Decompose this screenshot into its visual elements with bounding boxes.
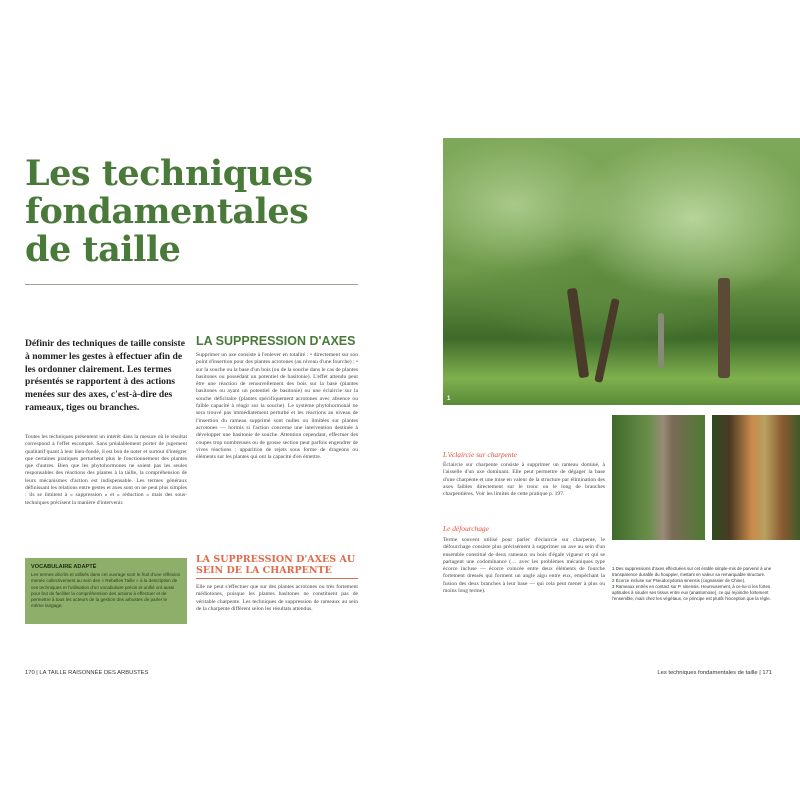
photo-captions bbox=[612, 566, 777, 602]
body-text: Toutes les techniques présentent un intérêt dans la mesure où le résultat correspond à l'effet escompté. Sans préalablement porter de jugement qualitatif quant à leur bien-fondé, il est bon de noter et surtout d'intégrer que certaines pratiques perturbent plus le fonctionnement des plantes que d'autres. Bien que les phytohormones ne soient pas les seules responsables des réactions des plantes à la taille, la compréhension de leurs mécanismes d'action est indispensable. Les termes généraux définissant les relations entre gestes et axes sont on ne peut plus simples : ils se limitent à « suppression » et « réduction » mais des sous-techniques précisent la manière d'intervenir. bbox=[25, 434, 187, 506]
intro-paragraph: Définir des techniques de taille consiste à nommer les gestes à effectuer afin de les ordonner clairement. Les termes présentés se rapportent à des actions menées sur des axes, c'est-à-dire des rameaux, tiges ou branches. bbox=[25, 338, 185, 413]
defourchage-body-text: Terme souvent utilisé pour parler d'éclaircie sur charpente, le défourchage consiste plus précisément à supprimer un axe au sein d'un ensemble constitué de deux rameaux ou bois d'égale vigueur et qui se partagent une codominance (… avec les problèmes mécaniques type écorce incluse — écorce coincée entre deux éléments de fourche fortement dressés qui forment un angle aigu entre eux, empêchant la fusion des deux branches à leur base — qui cela peut mener à plus ou moins long terme). bbox=[443, 537, 605, 595]
subheading-eclaircie: L'éclaircie sur charpente bbox=[443, 450, 517, 459]
caption: 2 Écorce incluse sur Pseudocydonia sinensis (cognassier de Chine). bbox=[612, 578, 746, 583]
left-page-footer: 170 | LA TAILLE RAISONNÉE DES ARBUSTES bbox=[25, 670, 149, 676]
title-divider bbox=[25, 284, 358, 285]
caption: 3 Rameaux entrés en contact sur P. sinensis. Heureusement, à ce-lui-ci les fortes aptitudes à souder ses tissus entre eux (anastomose), ce qui rejoindre fortement l'ensemble, mais chez les végétaux, ce principe est plutôt l'exception que la règle. bbox=[612, 584, 771, 601]
vocabulary-box bbox=[25, 558, 187, 624]
axes-body-text: Supprimer un axe consiste à l'enlever en totalité : • directement sur son point d'insertion pour des plantes acrotones (au niveau d'une fourche) ; • sur la souche ou la base d'un bois (ou de la souche dans le cas de plantes basitones ou possédant un potentiel de basitonie). L'effet attendu peut être une réaction de renouvellement des bois sur la base (plantes basitones ou ayant un potentiel de basitonie) ou une éclaircie sur la souche déficitaire (plantes spécifiquement acrotones avec absence ou faible capacité à réagir sur la souche). Le système phytohormonal ne sera trouvé pas immédiatement perturbé et les réactions au niveau de l'insertion du rameau supprimé sont nulles ou limitées sur plantes acrotones — hormis si l'action concerne une intervention destinée à développer une basitonie de souche. Attention cependant, effectuer des coupes trop nombreuses ou de grosse section peut parfois engendrer de vives réactions : apparition de rejets sous forme de drageons ou éléments sur les plantes qui ont la capacité d'en émettre. bbox=[196, 352, 358, 461]
vocabulary-text: Les termes décrits et utilisés dans cet ouvrage sont le fruit d'une réflexion menée collectivement au sein des « Rebelles Taille » à la description de ces techniques et l'utilisation d'un vocabulaire précis et unifié ont aussi pour but de faciliter la compréhension des actions à effectuer et de permettre à tous les acteurs de la gestion des arbustes de parler le même langage. bbox=[31, 572, 181, 609]
bark-photo-contact bbox=[712, 415, 800, 540]
right-page-footer: Les techniques fondamentales de taille | 171 bbox=[657, 670, 772, 676]
photo-number: 1 bbox=[447, 396, 451, 402]
section-heading-charpente: LA SUPPRESSION D'AXES AU SEIN DE LA CHARPENTE bbox=[196, 554, 358, 579]
subheading-defourchage: Le défourchage bbox=[443, 524, 489, 533]
caption: 1 Des suppressions d'axes effectuées sur cet érable simple-mis de parvenir à une transparence durable du houppier, mettant en valeur sa remarquable structure. bbox=[612, 566, 772, 577]
page-title: Les techniques fondamentales de taille bbox=[25, 153, 313, 270]
vocabulary-title: VOCABULAIRE ADAPTÉ bbox=[31, 564, 97, 570]
section-heading-axes: LA SUPPRESSION D'AXES bbox=[196, 334, 356, 348]
tree-photo bbox=[443, 138, 800, 405]
bark-photo-included bbox=[612, 415, 705, 540]
charpente-body-text: Elle ne peut s'effectuer que sur des plantes acrotones ou très fortement médiotones, puisque les plantes basitones ne constituent pas de véritable charpente. Les techniques de suppression de rameaux au sein de la charpente diffèrent selon les résultats attendus. bbox=[196, 584, 358, 612]
eclaircie-body-text: Éclaircie sur charpente consiste à supprimer un rameau dominé, à l'aisselle d'un axe dominant. Elle peut permettre de dégager la base d'une charpente et une mise en valeur de la structure par élimination des axes faibles directement sur le tronc ou le long de branches charpentières. Voir les limites de cette pratique p. 197. bbox=[443, 462, 605, 498]
